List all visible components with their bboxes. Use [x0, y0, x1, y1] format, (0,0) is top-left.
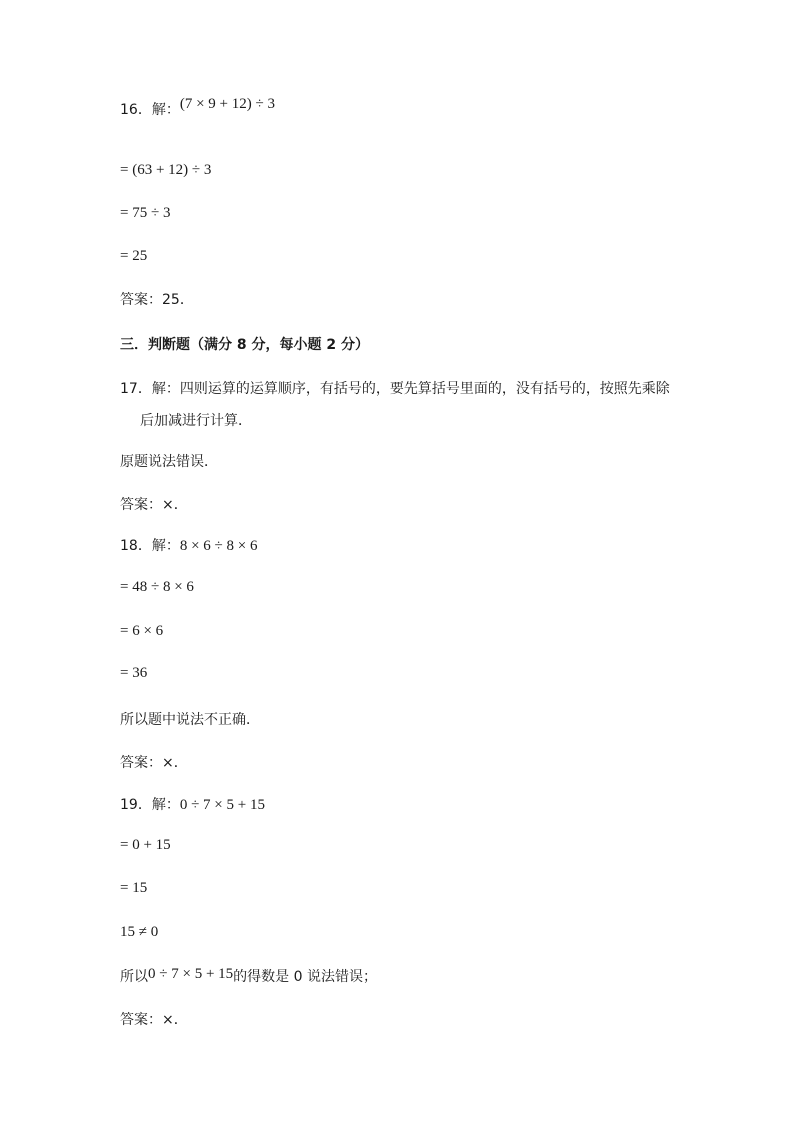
q18-step-3: = 36: [120, 665, 148, 681]
q16-step-1: = (63 + 12) ÷ 3: [120, 162, 212, 178]
q19-conclusion-suffix: 的得数是 0 说法错误；: [233, 969, 377, 985]
q19-expression: 0 ÷ 7 × 5 + 15: [179, 797, 265, 813]
q19-conclusion-prefix: 所以: [120, 969, 148, 985]
q18-label: 18．解：: [120, 538, 180, 554]
q19-step-3: 15 ≠ 0: [120, 924, 159, 940]
q19-conclusion-expression: 0 ÷ 7 × 5 + 15: [148, 966, 234, 982]
q16-step-3: = 25: [120, 248, 148, 264]
q18-step-1: = 48 ÷ 8 × 6: [120, 579, 194, 595]
q19-line: [120, 795, 265, 815]
q19-conclusion: [120, 967, 377, 987]
q19-step-1: = 0 + 15: [120, 837, 171, 853]
q18-line: [120, 536, 257, 556]
q17-text: 17．解：四则运算的运算顺序，有括号的，要先算括号里面的，没有括号的，按照先乘除: [120, 381, 670, 397]
q18-step-2: = 6 × 6: [120, 623, 164, 639]
q19-answer: 答案：×．: [120, 1012, 188, 1028]
q16-line: [120, 96, 275, 120]
q17-text-continued: 后加减进行计算．: [140, 413, 252, 429]
q17-answer: 答案：×．: [120, 497, 188, 513]
q16-step-2: = 75 ÷ 3: [120, 205, 171, 221]
q19-step-2: = 15: [120, 880, 148, 896]
q16-expression: (7 × 9 + 12) ÷ 3: [179, 96, 275, 112]
q17-conclusion: 原题说法错误．: [120, 454, 218, 470]
q16-answer: 答案：25．: [120, 292, 194, 308]
q18-expression: 8 × 6 ÷ 8 × 6: [179, 538, 258, 554]
q18-conclusion: 所以题中说法不正确．: [120, 712, 260, 728]
q16-label: 16．解：: [120, 102, 180, 118]
section-heading: 三．判断题（满分 8 分，每小题 2 分）: [120, 337, 369, 353]
q19-label: 19．解：: [120, 797, 180, 813]
q18-answer: 答案：×．: [120, 755, 188, 771]
